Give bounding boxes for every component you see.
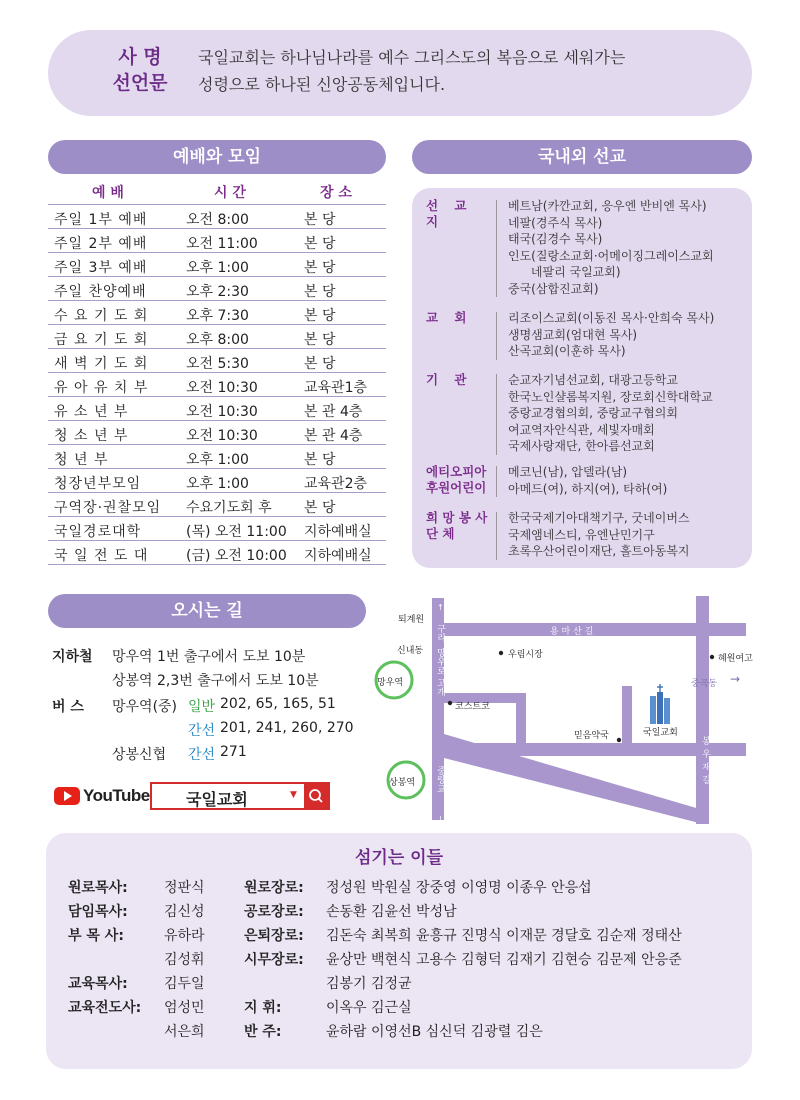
server-names-left: 김신성 [164,904,205,920]
youtube-search-box[interactable] [150,782,330,810]
road-bongujae [696,596,709,824]
server-role-right: 공로장로: [244,904,304,920]
mission-group-items [508,372,713,455]
road-costco-vertical [516,693,526,743]
mission-group-label: 교 회 [426,310,473,325]
mission-item: 순교자기념선교회, 대광고등학교 [508,373,678,387]
arrow-right-icon: → [730,672,741,686]
mission-item: 여교역자안식관, 세빛자매회 [508,422,655,437]
schedule-time: 오후 1:00 [186,452,249,468]
schedule-row [48,517,386,541]
bus-type-general: 일반 [188,699,216,715]
mission-item: 태국(김경수 목사) [508,232,603,246]
map-label-sinnaedong: 신내동 [397,646,424,656]
schedule-place: 본 관 4층 [304,404,363,420]
missions-box [412,188,752,568]
schedule-row [48,229,386,253]
schedule-time: 오후 2:30 [186,284,249,300]
subway-line1: 망우역 1번 출구에서 도보 10분 [112,649,306,665]
worship-table-header [48,180,386,202]
bus-trunk-routes2: 271 [220,744,247,760]
schedule-service: 청 년 부 [54,452,109,468]
mission-group-items [508,310,714,360]
schedule-service: 국 일 전 도 대 [54,548,149,564]
schedule-service: 청 소 년 부 [54,428,129,444]
server-names-right: 이옥우 김근실 [326,1000,412,1016]
mission-item: 한국노인샬롬복지원, 장로회신학대학교 [508,389,713,404]
mission-group-divider [496,374,497,455]
schedule-time: 오전 10:30 [186,404,258,420]
mission-item: 초록우산어린이재단, 홀트아동복지 [508,544,690,558]
server-role-left: 원로목사: [68,880,128,896]
header-service: 예 배 [92,185,124,201]
mission-item: 중랑교경협의회, 중랑교구협의회 [508,406,678,420]
worship-section-title: 예배와 모임 [48,140,386,174]
costco-dot-icon [448,701,452,705]
subway-label: 지하철 [52,649,93,665]
server-role-right: 반 주: [244,1024,282,1040]
header-place: 장 소 [320,185,352,201]
map-label-costco: 코스트코 [455,702,490,712]
map-label-yongmasan: 용 마 산 길 [550,627,594,637]
map-label-church: 국일교회 [643,728,678,738]
mission-item: 국제앰네스티, 유엔난민기구 [508,527,655,542]
mission-group-divider [496,512,497,560]
servers-box [46,833,752,1069]
schedule-place: 본 관 4층 [304,428,363,444]
mission-group-divider [496,466,497,497]
bus-trunk-routes1: 201, 241, 260, 270 [220,720,354,736]
bus-type-trunk-2: 간선 [188,747,216,763]
mission-group-label: 기 관 [426,372,473,387]
map-label-junglang: 중랑교 [435,766,445,793]
schedule-row [48,325,386,349]
mission-item: 국제사랑재단, 한아름선교회 [508,439,655,453]
schedule-service: 주일 1부 예배 [54,212,148,228]
map-label-mangu-station: 망우역 [377,678,404,688]
pharmacy-dot-icon [617,738,621,742]
map-label-goae: 고개 [435,678,445,696]
server-role-right: 원로장로: [244,880,304,896]
server-names-left: 정판식 [164,880,205,896]
schedule-row [48,421,386,445]
mission-group-divider [496,200,497,297]
wurim-dot-icon [499,651,503,655]
schedule-row [48,469,386,493]
server-names-left: 김성휘 [164,952,205,968]
map-label-wurim: 우림시장 [508,650,543,660]
schedule-place: 교육관2층 [304,476,368,492]
map-label-sangbong-station: 상봉역 [389,778,416,788]
server-names-right: 손동환 김윤선 박성남 [326,904,457,920]
mission-item: 산곡교회(이훈하 목사) [508,344,626,358]
server-role-left: 담임목사: [68,904,128,920]
road-pharmacy [622,686,632,746]
mission-item: 생명샘교회(엄대현 목사) [508,327,638,342]
schedule-time: 오전 5:30 [186,356,249,372]
hyewon-dot-icon [710,655,714,659]
server-names-right: 정성원 박원실 장중영 이영명 이종우 안응섭 [326,880,592,896]
mission-title [110,44,170,96]
schedule-place: 본 당 [304,236,336,252]
server-role-right: 지 휘: [244,1000,282,1016]
schedule-place: 본 당 [304,500,336,516]
server-names-right: 윤하람 이영선B 심신덕 김광렬 김은 [326,1024,543,1040]
server-role-left: 부 목 사: [68,928,124,944]
schedule-time: 오후 7:30 [186,308,249,324]
mission-group-label: 선 교 지 [426,198,473,229]
youtube-search-text: 국일교회 [186,790,248,809]
mission-text-line1: 국일교회는 하나님나라를 예수 그리스도의 복음으로 세워가는 [198,48,626,67]
schedule-time: (금) 오전 10:00 [186,548,287,564]
missions-section-title: 국내외 선교 [412,140,752,174]
mission-item: 메코닌(남), 압델라(남) [508,465,628,479]
mission-group-items [508,198,714,297]
schedule-place: 교육관1층 [304,380,368,396]
schedule-place: 본 당 [304,284,336,300]
header-time: 시 간 [214,185,246,201]
schedule-time: 오전 10:30 [186,380,258,396]
schedule-service: 수 요 기 도 회 [54,308,149,324]
schedule-time: 오전 10:30 [186,428,258,444]
server-names-left: 유하라 [164,928,205,944]
schedule-service: 주일 3부 예배 [54,260,148,276]
schedule-row [48,205,386,229]
bus-type-trunk: 간선 [188,723,216,739]
map-label-mangu-ro: 망우로 [435,648,445,675]
server-names-right: 김돈숙 최복희 윤흥규 진명식 이재문 경달호 김순재 정태산 [326,928,682,944]
schedule-service: 청장년부모임 [54,476,142,492]
schedule-place: 본 당 [304,308,336,324]
server-role-left: 교육전도사: [68,1000,142,1016]
schedule-service: 새 벽 기 도 회 [54,356,149,372]
search-icon [304,784,328,808]
youtube-play-icon [54,787,80,805]
youtube-logo [54,786,150,806]
map-label-toegyewon: 퇴계원 [398,615,425,625]
mission-item: 베트남(카깐교회, 응우엔 반비엔 목사) [508,199,707,213]
schedule-service: 구역장·권찰모임 [54,500,162,516]
bus-label: 버 스 [52,699,84,715]
schedule-time: 오후 1:00 [186,476,249,492]
bus-stop-sangbong: 상봉신협 [112,747,167,763]
mission-item: 네팔리 국일교회) [508,265,621,279]
server-role-right: 은퇴장로: [244,928,304,944]
schedule-service: 국일경로대학 [54,524,142,540]
schedule-row [48,301,386,325]
mission-item: 아메드(여), 하지(여), 타하(여) [508,481,668,496]
schedule-time: 수요기도회 후 [186,500,272,516]
mission-group-label: 희 망 봉 사 단 체 [426,510,488,541]
map-label-bongujae: 봉우재길 [700,736,710,788]
schedule-service: 주일 찬양예배 [54,284,147,300]
schedule-row [48,277,386,301]
schedule-row [48,349,386,373]
mission-title-line1: 사 명 [118,46,162,68]
server-names-right: 김봉기 김정균 [326,976,412,992]
schedule-row [48,445,386,469]
schedule-row [48,397,386,421]
server-role-right: 시무장로: [244,952,304,968]
schedule-time: 오후 8:00 [186,332,249,348]
map-label-guri: 구리 [435,624,445,642]
schedule-time: (목) 오전 11:00 [186,524,287,540]
schedule-place: 본 당 [304,212,336,228]
mission-item: 한국국제기아대책기구, 굿네이버스 [508,511,690,525]
mission-text-line2: 성령으로 하나된 신앙공동체입니다. [198,75,446,94]
arrow-down-icon: ↓ [437,815,444,824]
mission-statement [48,30,752,116]
map-label-junggok: 중곡동 [691,679,718,689]
directions-section-title: 오시는 길 [48,594,366,628]
schedule-row [48,253,386,277]
church-building-icon [650,684,670,724]
server-names-left: 김두일 [164,976,205,992]
schedule-place: 본 당 [304,452,336,468]
mission-item: 중국(삼합진교회) [508,281,599,296]
youtube-brand: YouTube [83,786,150,805]
schedule-place: 본 당 [304,356,336,372]
mission-group-items [508,464,667,497]
schedule-row [48,493,386,517]
schedule-place: 본 당 [304,332,336,348]
mission-group-divider [496,312,497,360]
schedule-place: 본 당 [304,260,336,276]
schedule-service: 유 소 년 부 [54,404,129,420]
schedule-time: 오전 8:00 [186,212,249,228]
server-role-left: 교육목사: [68,976,128,992]
mission-text [198,44,625,98]
mission-item: 인도(질랑소교회·어메이징그레이스교회 [508,248,714,263]
subway-line2: 상봉역 2,3번 출구에서 도보 10분 [112,673,319,689]
server-names-left: 서은희 [164,1024,205,1040]
schedule-row [48,373,386,397]
schedule-place: 지하예배실 [304,548,372,564]
server-names-right: 윤상만 백현식 고용수 김형덕 김재기 김현승 김문제 안응준 [326,952,682,968]
map-label-hyewon: 혜원여고 [718,654,753,664]
schedule-service: 금 요 기 도 회 [54,332,149,348]
schedule-time: 오후 1:00 [186,260,249,276]
caret-down-icon: ▼ [290,790,297,800]
worship-table [48,204,386,565]
mission-item: 리조이스교회(이동진 목사·안희숙 목사) [508,311,715,325]
schedule-service: 주일 2부 예배 [54,236,148,252]
search-button[interactable] [304,784,328,808]
mission-group-items [508,510,690,560]
bus-general-routes: 202, 65, 165, 51 [220,696,336,712]
server-names-left: 엄성민 [164,1000,205,1016]
bus-stop-mangu: 망우역(중) [112,699,178,715]
mission-group-label: 에티오피아 후원어린이 [426,464,487,495]
mission-item: 네팔(경주식 목사) [508,215,603,230]
mission-title-line2: 선언문 [112,72,168,94]
schedule-service: 유 아 유 치 부 [54,380,149,396]
schedule-row [48,541,386,565]
servers-title: 섬기는 이들 [354,848,444,868]
schedule-place: 지하예배실 [304,524,372,540]
map-label-pharmacy: 믿음약국 [574,731,609,741]
schedule-time: 오전 11:00 [186,236,258,252]
arrow-up-icon: ↑ [437,603,444,612]
